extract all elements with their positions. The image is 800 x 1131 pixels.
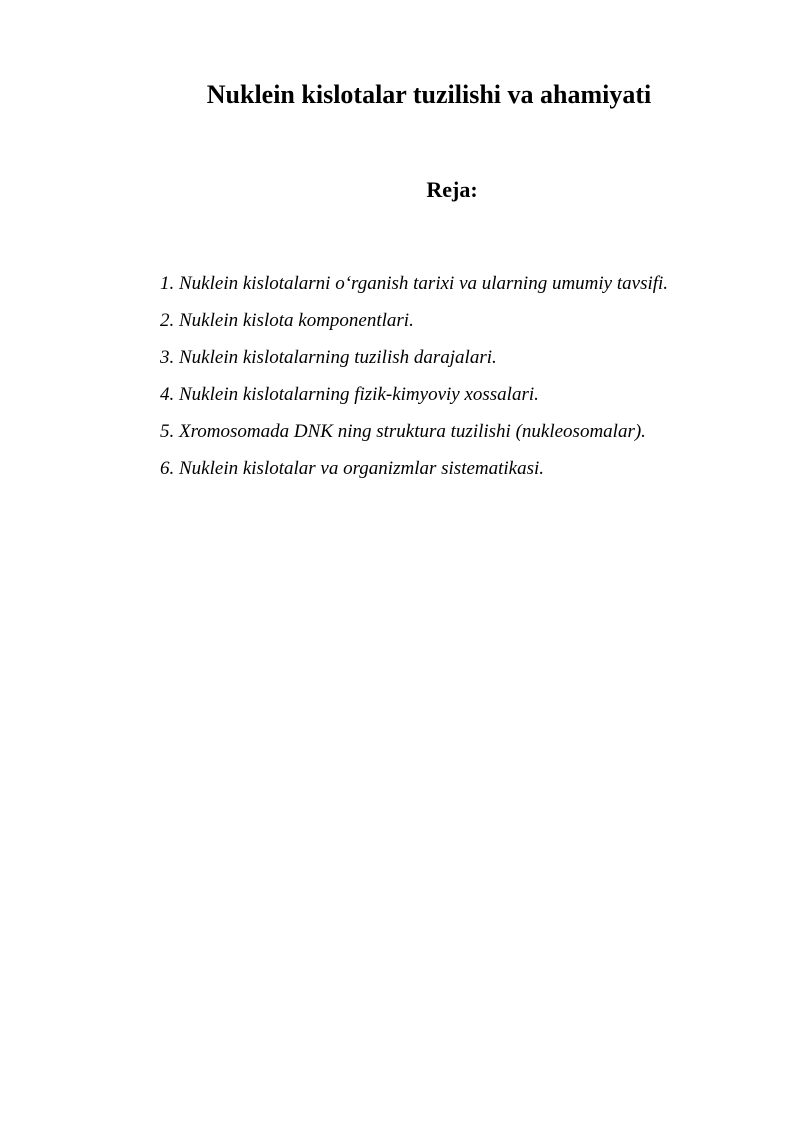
document-title-block xyxy=(0,77,800,113)
plan-item-4: 4. Nuklein kislotalarning fizik-kimyoviy xossalari. xyxy=(160,384,539,405)
plan-item-1: 1. Nuklein kislotalarni o‘rganish tarixi va ularning umumiy tavsifi. xyxy=(160,273,669,294)
plan-list xyxy=(160,265,790,487)
document-title: Nuklein kislotalar tuzilishi va ahamiyati xyxy=(206,80,652,109)
plan-item-3: 3. Nuklein kislotalarning tuzilish darajalari. xyxy=(160,347,497,368)
plan-heading: Reja: xyxy=(426,177,478,202)
plan-item-5: 5. Xromosomada DNK ning struktura tuzilishi (nukleosomalar). xyxy=(160,421,646,442)
plan-item-6: 6. Nuklein kislotalar va organizmlar sistematikasi. xyxy=(160,458,545,479)
plan-item-2: 2. Nuklein kislota komponentlari. xyxy=(160,310,414,331)
